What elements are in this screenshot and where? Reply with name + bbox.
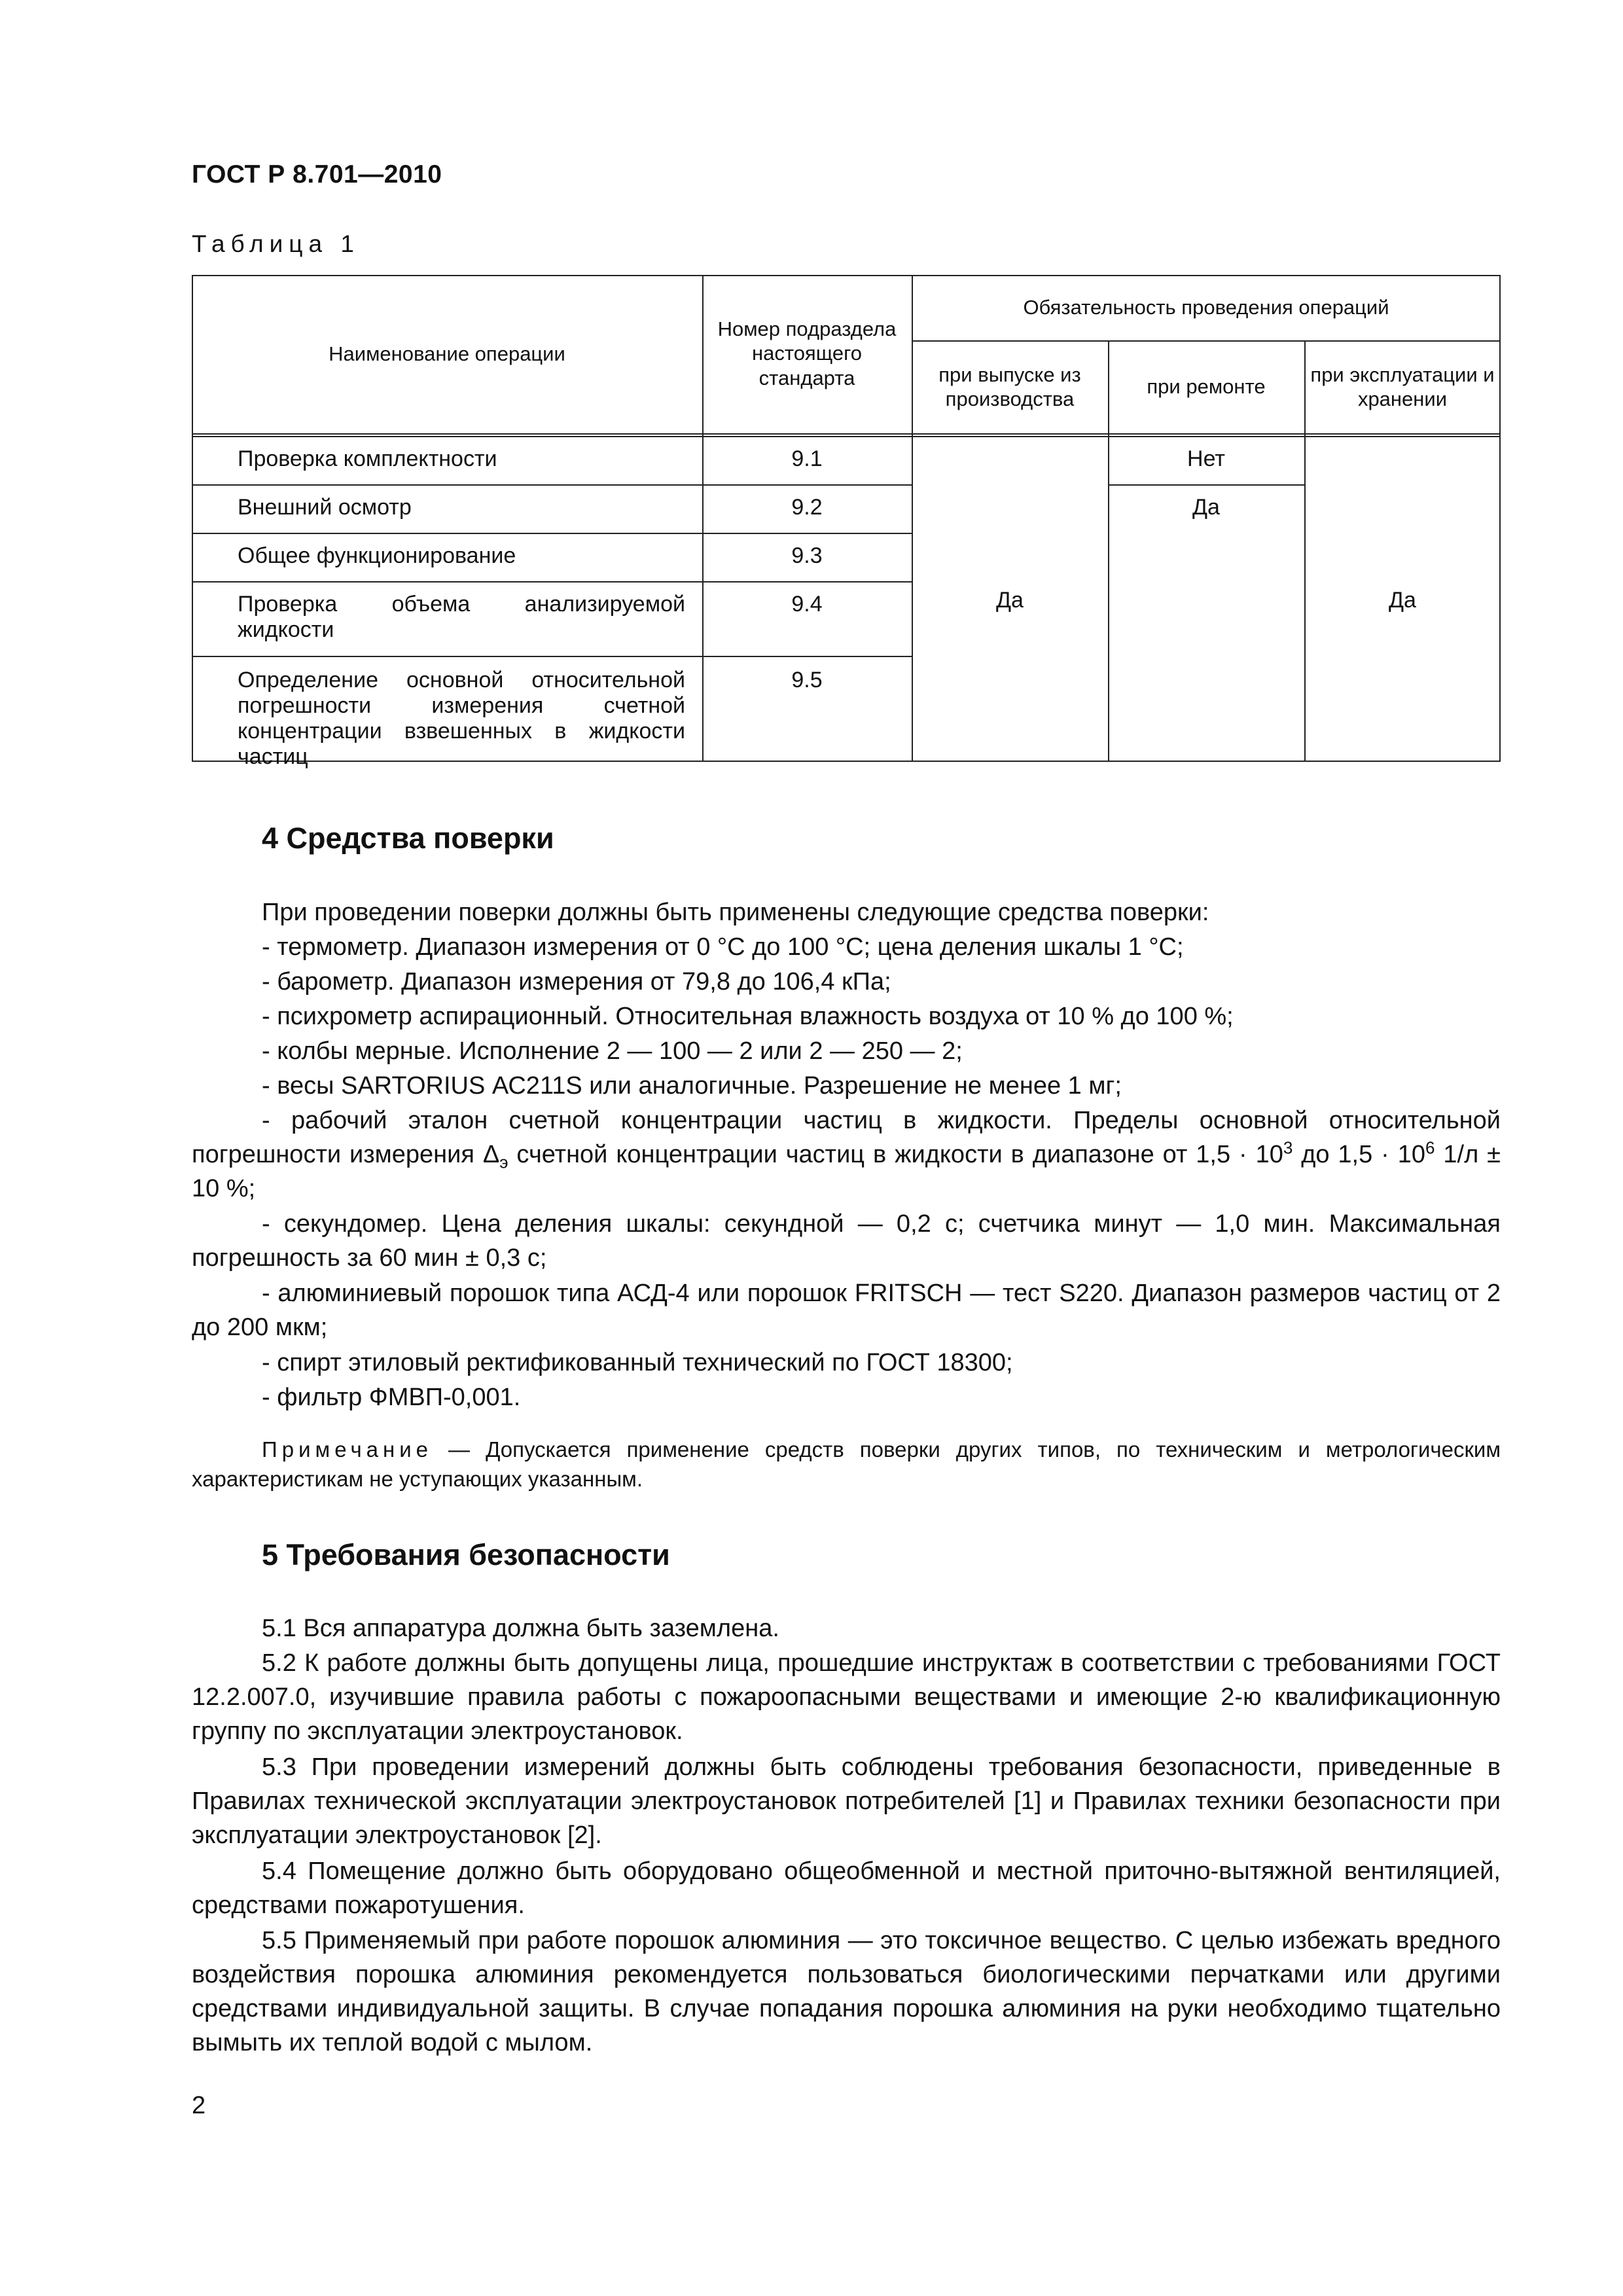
header-repair: при ремонте [1147, 375, 1266, 399]
list-item: - психрометр аспирационный. Относительная влажность воздуха от 10 % до 100 %; [262, 1003, 1234, 1030]
paragraph-5-5: 5.5 Применяемый при работе порошок алюминия — это токсичное вещество. С целью избежать вредного воздействия порошка алюминия рекомендуется пользоваться биологическими перчатками или другими средствами индивидуальной защиты. В случае попадания порошка алюминия на руки необходимо тщательно вымыть их теплой водой с мылом. [192, 1927, 1501, 2056]
list-item: - колбы мерные. Исполнение 2 — 100 — 2 или 2 — 250 — 2; [262, 1037, 963, 1065]
page-number: 2 [192, 2092, 206, 2119]
repair-value-no: Нет [1187, 446, 1225, 471]
note-text: — Допускается применение средств поверки других типов, по техническим и метрологическим характеристикам не уступающих указанным. [192, 1437, 1501, 1491]
release-value: Да [996, 588, 1024, 613]
paragraph-5-1: 5.1 Вся аппаратура должна быть заземлена. [262, 1615, 779, 1642]
paragraph-5-3: 5.3 При проведении измерений должны быть соблюдены требования безопасности, приведенные в Правилах технической эксплуатации электроустановок потребителей [1] и Правилах техники безопасности при эксплуатации электроустановок [2]. [192, 1753, 1501, 1849]
paragraph-5-2: 5.2 К работе должны быть допущены лица, прошедшие инструктаж в соответствии с требованиями ГОСТ 12.2.007.0, изучившие правила работы с пожароопасными веществами и имеющие 2-ю квалификационную группу по эксплуатации электроустановок. [192, 1649, 1501, 1745]
table-row-number: 9.2 [791, 495, 823, 520]
header-subsection-number: Номер подраздела настоящего стандарта [717, 317, 897, 389]
operations-table [192, 275, 1501, 770]
etalon-text-4: 1/л ± 10 %; [192, 1141, 1501, 1202]
section-5-title: 5 Требования безопасности [262, 1538, 670, 1571]
table-row-operation: Внешний осмотр [238, 495, 412, 520]
note [192, 1435, 1501, 1494]
document-header: ГОСТ Р 8.701—2010 [192, 160, 442, 188]
list-item-powder: - алюминиевый порошок типа АСД-4 или порошок FRITSCH — тест S220. Диапазон размеров частиц от 2 до 200 мкм; [192, 1280, 1501, 1341]
table-row-operation: Общее функционирование [238, 543, 516, 568]
etalon-text-3: до 1,5 · 10 [1293, 1141, 1425, 1168]
header-operation-name: Наименование операции [329, 342, 565, 366]
list-item: - термометр. Диапазон измерения от 0 °С до 100 °С; цена деления шкалы 1 °С; [262, 933, 1184, 961]
list-item-filter: - фильтр ФМВП-0,001. [262, 1384, 521, 1411]
list-item-alcohol: - спирт этиловый ректификованный технический по ГОСТ 18300; [262, 1349, 1013, 1376]
table-row-number: 9.1 [791, 446, 823, 471]
etalon-sub: э [499, 1152, 508, 1172]
table-row-operation: Определение основной относительной погрешности измерения счетной концентрации взвешенных в жидкости частиц [238, 668, 685, 770]
section-4-intro: При проведении поверки должны быть применены следующие средства поверки: [262, 899, 1209, 926]
section-4-title: 4 Средства поверки [262, 821, 554, 855]
header-operation-storage: при эксплуатации и хранении [1310, 363, 1495, 410]
etalon-text-2: счетной концентрации частиц в жидкости в диапазоне от 1,5 · 10 [508, 1141, 1283, 1168]
etalon-sup-1: 3 [1283, 1138, 1293, 1158]
table-row-number: 9.5 [791, 668, 823, 692]
table-caption: Таблица 1 [192, 230, 360, 257]
list-item-etalon [192, 1103, 1501, 1206]
header-obligation: Обязательность проведения операций [1023, 296, 1389, 319]
list-item: - весы SARTORIUS АС211S или аналогичные. Разрешение не менее 1 мг; [262, 1072, 1122, 1100]
list-item-stopwatch: - секундомер. Цена деления шкалы: секундной — 0,2 с; счетчика минут — 1,0 мин. Максимальная погрешность за 60 мин ± 0,3 с; [192, 1210, 1501, 1272]
etalon-text-1: - рабочий эталон счетной концентрации частиц в жидкости. Пределы основной относительной погрешности измерения Δ [192, 1107, 1501, 1168]
header-release: при выпуске из производства [938, 363, 1081, 410]
paragraph-5-4: 5.4 Помещение должно быть оборудовано общеобменной и местной приточно-вытяжной вентиляцией, средствами пожаротушения. [192, 1857, 1501, 1919]
table-row-operation: Проверка объема анализируемой жидкости [238, 592, 685, 643]
etalon-sup-2: 6 [1425, 1138, 1435, 1158]
table-row-number: 9.3 [791, 543, 823, 568]
list-item: - барометр. Диапазон измерения от 79,8 до 106,4 кПа; [262, 968, 891, 996]
repair-value-yes: Да [1192, 495, 1220, 520]
storage-value: Да [1389, 588, 1416, 613]
table-row-number: 9.4 [791, 592, 823, 617]
table-row-operation: Проверка комплектности [238, 446, 497, 471]
note-label: Примечание [262, 1437, 433, 1462]
